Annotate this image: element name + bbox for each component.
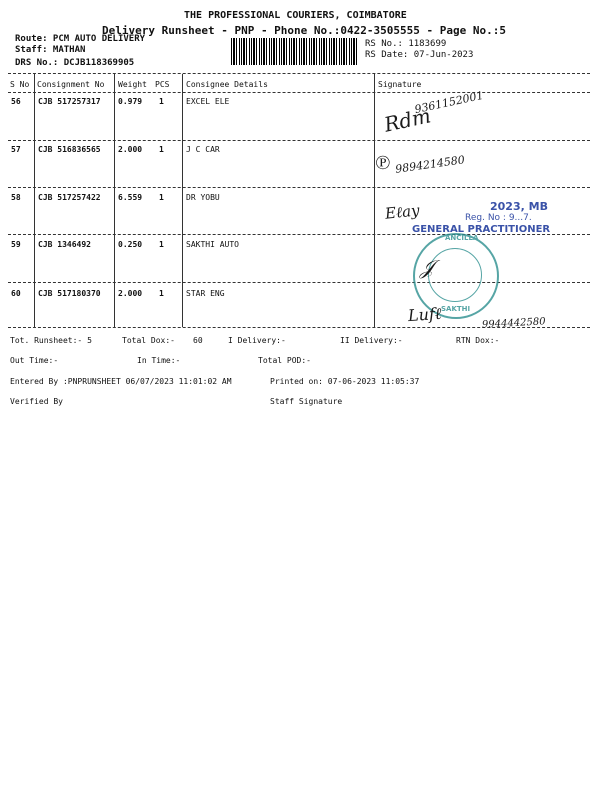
total-dox-value: 60 (193, 336, 203, 345)
barcode (231, 38, 358, 65)
col-header-sno: S No (10, 80, 30, 89)
table-top-line (8, 73, 590, 74)
reg-number-stamp: Reg. No : 9...7. (465, 213, 532, 223)
col-header-signature: Signature (378, 80, 422, 89)
total-pod-label: Total POD:- (258, 356, 311, 365)
row-sno: 60 (11, 289, 21, 298)
handwritten-signature: Rdm (382, 103, 433, 137)
col-header-pcs: PCS (155, 80, 170, 89)
i-delivery-label: I Delivery:- (228, 336, 286, 345)
in-time-label: In Time:- (137, 356, 181, 365)
row-divider (8, 282, 590, 283)
total-runsheet: Tot. Runsheet:- 5 (10, 336, 92, 345)
row-pcs: 1 (159, 289, 164, 298)
column-divider (34, 74, 35, 327)
verified-by-label: Verified By (10, 397, 63, 406)
handwritten-signature: ℗ (375, 150, 391, 174)
printed-on: Printed on: 07-06-2023 11:05:37 (270, 377, 420, 386)
staff-signature-label: Staff Signature (270, 397, 343, 406)
row-weight: 2.000 (118, 289, 143, 298)
row-consignee: SAKTHI AUTO (186, 240, 239, 249)
company-name: THE PROFESSIONAL COURIERS, COIMBATORE (184, 10, 407, 21)
row-weight: 0.250 (118, 240, 143, 249)
entered-by: Entered By :PNPRUNSHEET 06/07/2023 11:01:02 AM (10, 377, 232, 386)
row-consignment: CJB 517180370 (38, 289, 101, 298)
row-consignee: J C CAR (186, 145, 220, 154)
row-consignee: EXCEL ELE (186, 97, 230, 106)
col-header-consignment: Consignment No (37, 80, 105, 89)
seal-lettering: SAKTHI (441, 305, 471, 313)
row-weight: 6.559 (118, 193, 143, 202)
row-pcs: 1 (159, 240, 164, 249)
doctor-title-stamp: GENERAL PRACTITIONER (412, 224, 551, 235)
row-consignment: CJB 1346492 (38, 240, 91, 249)
handwritten-phone: 9361152001 (413, 88, 485, 117)
out-time-label: Out Time:- (10, 356, 59, 365)
ii-delivery-label: II Delivery:- (340, 336, 403, 345)
row-sno: 57 (11, 145, 21, 154)
drs-number: DRS No.: DCJB118369905 (15, 58, 135, 68)
row-divider (8, 187, 590, 188)
row-consignment: CJB 516836565 (38, 145, 101, 154)
rs-date: RS Date: 07-Jun-2023 (365, 50, 474, 60)
row-sno: 58 (11, 193, 21, 202)
row-sno: 59 (11, 240, 21, 249)
handwritten-signature: Lufℓ (407, 303, 443, 326)
col-header-consignee: Consignee Details (186, 80, 268, 89)
table-header-line (8, 92, 590, 93)
row-consignee: DR YOBU (186, 193, 220, 202)
handwritten-signature: Eℓay (384, 201, 421, 223)
rs-number: RS No.: 1183699 (365, 39, 447, 49)
handwritten-signature: 𝒥 (420, 255, 434, 279)
column-divider (374, 74, 375, 327)
row-weight: 2.000 (118, 145, 143, 154)
staff-text: Staff: MATHAN (15, 45, 86, 55)
seal-inner-ring (428, 248, 482, 302)
row-weight: 0.979 (118, 97, 143, 106)
column-divider (182, 74, 183, 327)
row-consignment: CJB 517257317 (38, 97, 101, 106)
row-pcs: 1 (159, 193, 164, 202)
row-consignee: STAR ENG (186, 289, 225, 298)
row-sno: 56 (11, 97, 21, 106)
handwritten-phone: 9894214580 (394, 153, 466, 176)
row-consignment: CJB 517257422 (38, 193, 101, 202)
seal-lettering: ANCILLA (445, 234, 479, 242)
column-divider (114, 74, 115, 327)
col-header-weight: Weight (118, 80, 147, 89)
runsheet-title: Delivery Runsheet - PNP - Phone No.:0422-3505555 - Page No.:5 (102, 24, 506, 37)
rtn-dox-label: RTN Dox:- (456, 336, 500, 345)
row-divider (8, 140, 590, 141)
handwritten-phone: 9944442580 (481, 316, 546, 331)
route-text: Route: PCM AUTO DELIVERY (15, 34, 146, 44)
row-pcs: 1 (159, 145, 164, 154)
row-pcs: 1 (159, 97, 164, 106)
total-dox-label: Total Dox:- (122, 336, 175, 345)
doctor-stamp-suffix: 2023, MB (490, 200, 548, 213)
